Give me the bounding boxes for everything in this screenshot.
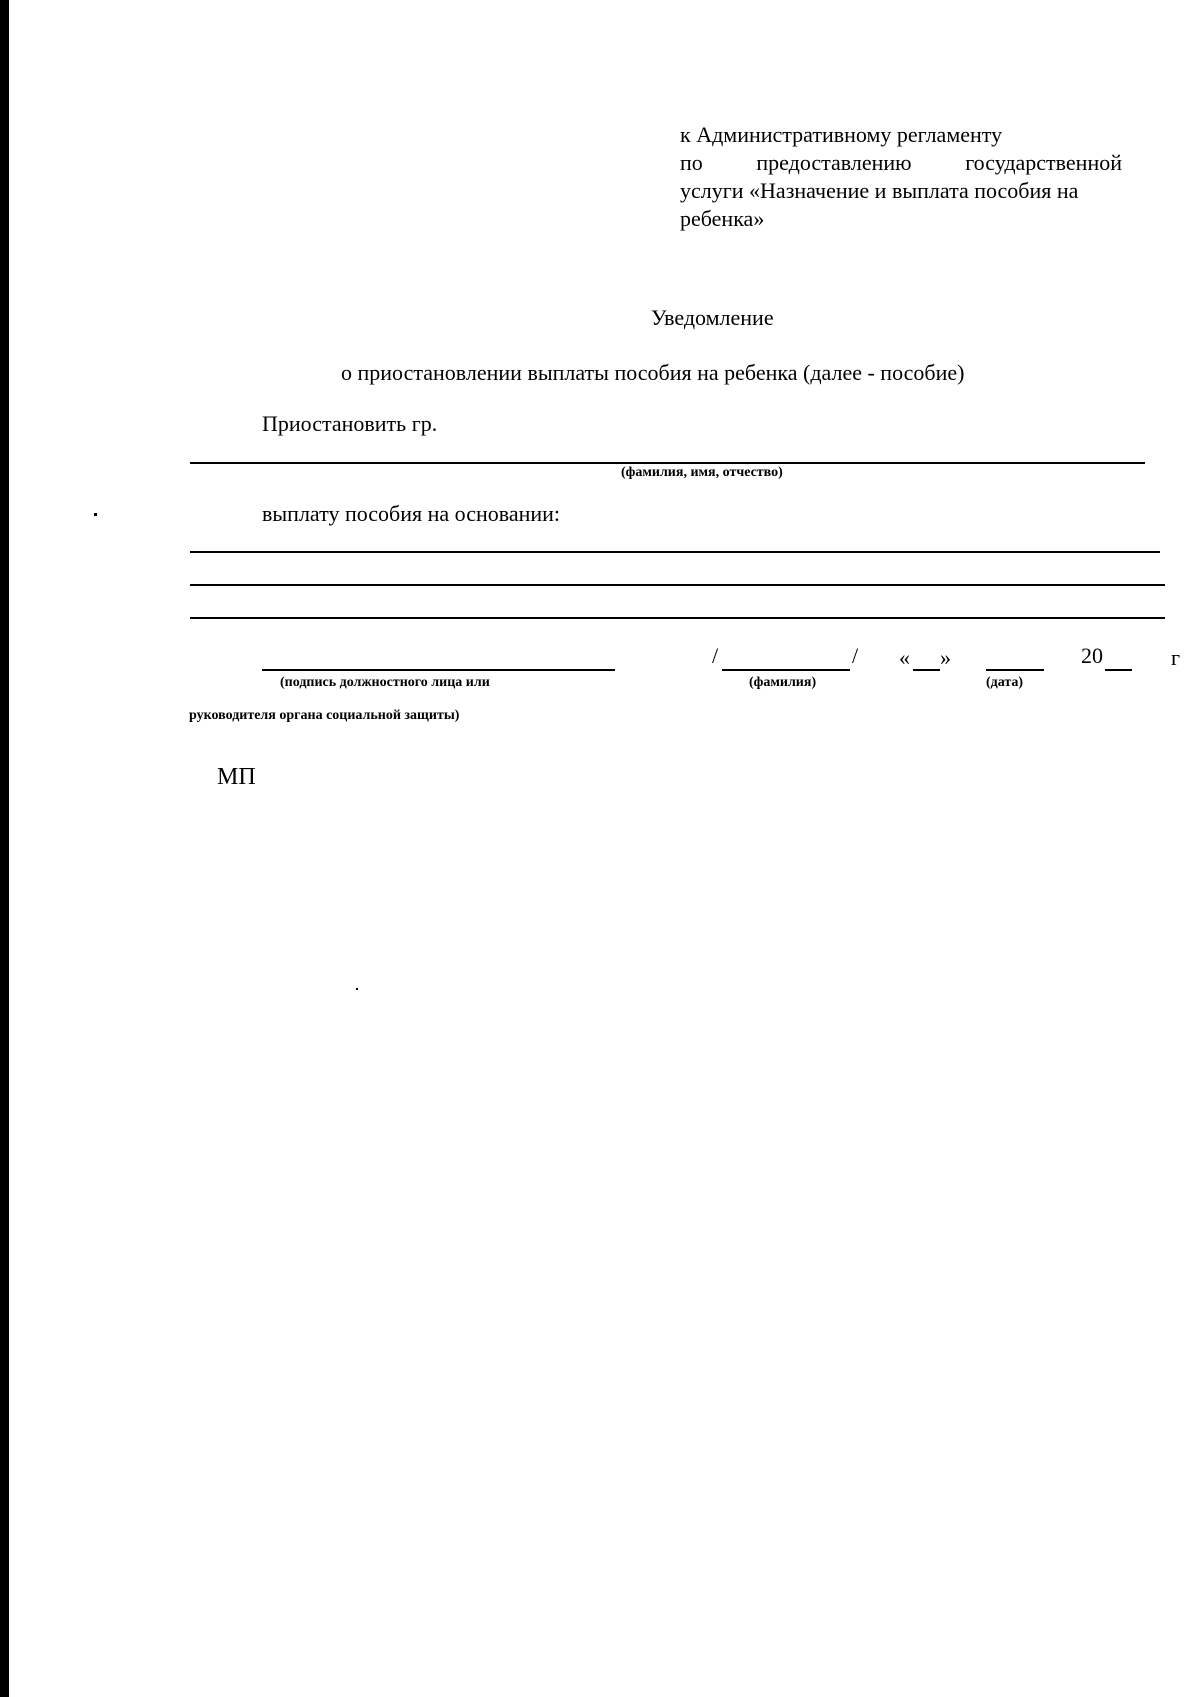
basis-fill-line-3[interactable] bbox=[190, 617, 1165, 619]
signature-caption-continued: руководителя органа социальной защиты) bbox=[189, 708, 460, 723]
year-suffix: г bbox=[1171, 645, 1181, 670]
day-quote-close: » bbox=[940, 645, 951, 670]
scan-edge-border bbox=[0, 0, 9, 1697]
fio-caption: (фамилия, имя, отчество) bbox=[621, 465, 783, 480]
year-prefix: 20 bbox=[1081, 643, 1103, 668]
regulation-line-3: услуги «Назначение и выплата пособия на bbox=[680, 178, 1079, 203]
regulation-line-1: к Административному регламенту bbox=[680, 122, 1003, 147]
signature-caption: (подпись должностного лица или bbox=[280, 675, 490, 690]
basis-fill-line-1[interactable] bbox=[190, 551, 1160, 553]
day-quote-open: « bbox=[899, 645, 910, 670]
scan-speck bbox=[356, 988, 358, 990]
surname-slash-left: / bbox=[712, 643, 719, 668]
regulation-word: предоставлению bbox=[756, 150, 912, 175]
surname-caption: (фамилия) bbox=[749, 675, 817, 690]
regulation-word: по bbox=[680, 150, 703, 175]
surname-fill-line[interactable] bbox=[722, 669, 850, 671]
surname-slash-right: / bbox=[852, 643, 859, 668]
scan-speck bbox=[94, 513, 97, 516]
basis-fill-line-2[interactable] bbox=[190, 584, 1165, 586]
fio-fill-line[interactable] bbox=[190, 462, 1145, 464]
day-fill-line[interactable] bbox=[913, 669, 940, 671]
document-title: Уведомление bbox=[651, 305, 774, 330]
basis-label: выплату пособия на основании: bbox=[262, 501, 561, 526]
regulation-reference bbox=[680, 121, 1122, 233]
date-fill-line[interactable] bbox=[986, 669, 1044, 671]
year-fill-line[interactable] bbox=[1105, 669, 1132, 671]
regulation-line-2 bbox=[680, 149, 1122, 177]
signature-fill-line[interactable] bbox=[262, 669, 615, 671]
regulation-word: государственной bbox=[965, 150, 1122, 175]
regulation-line-4: ребенка» bbox=[680, 206, 765, 231]
suspend-label: Приостановить гр. bbox=[262, 411, 438, 436]
document-subtitle: о приостановлении выплаты пособия на ребенка (далее - пособие) bbox=[341, 360, 965, 385]
stamp-placeholder: МП bbox=[217, 764, 256, 790]
date-caption: (дата) bbox=[986, 675, 1024, 690]
